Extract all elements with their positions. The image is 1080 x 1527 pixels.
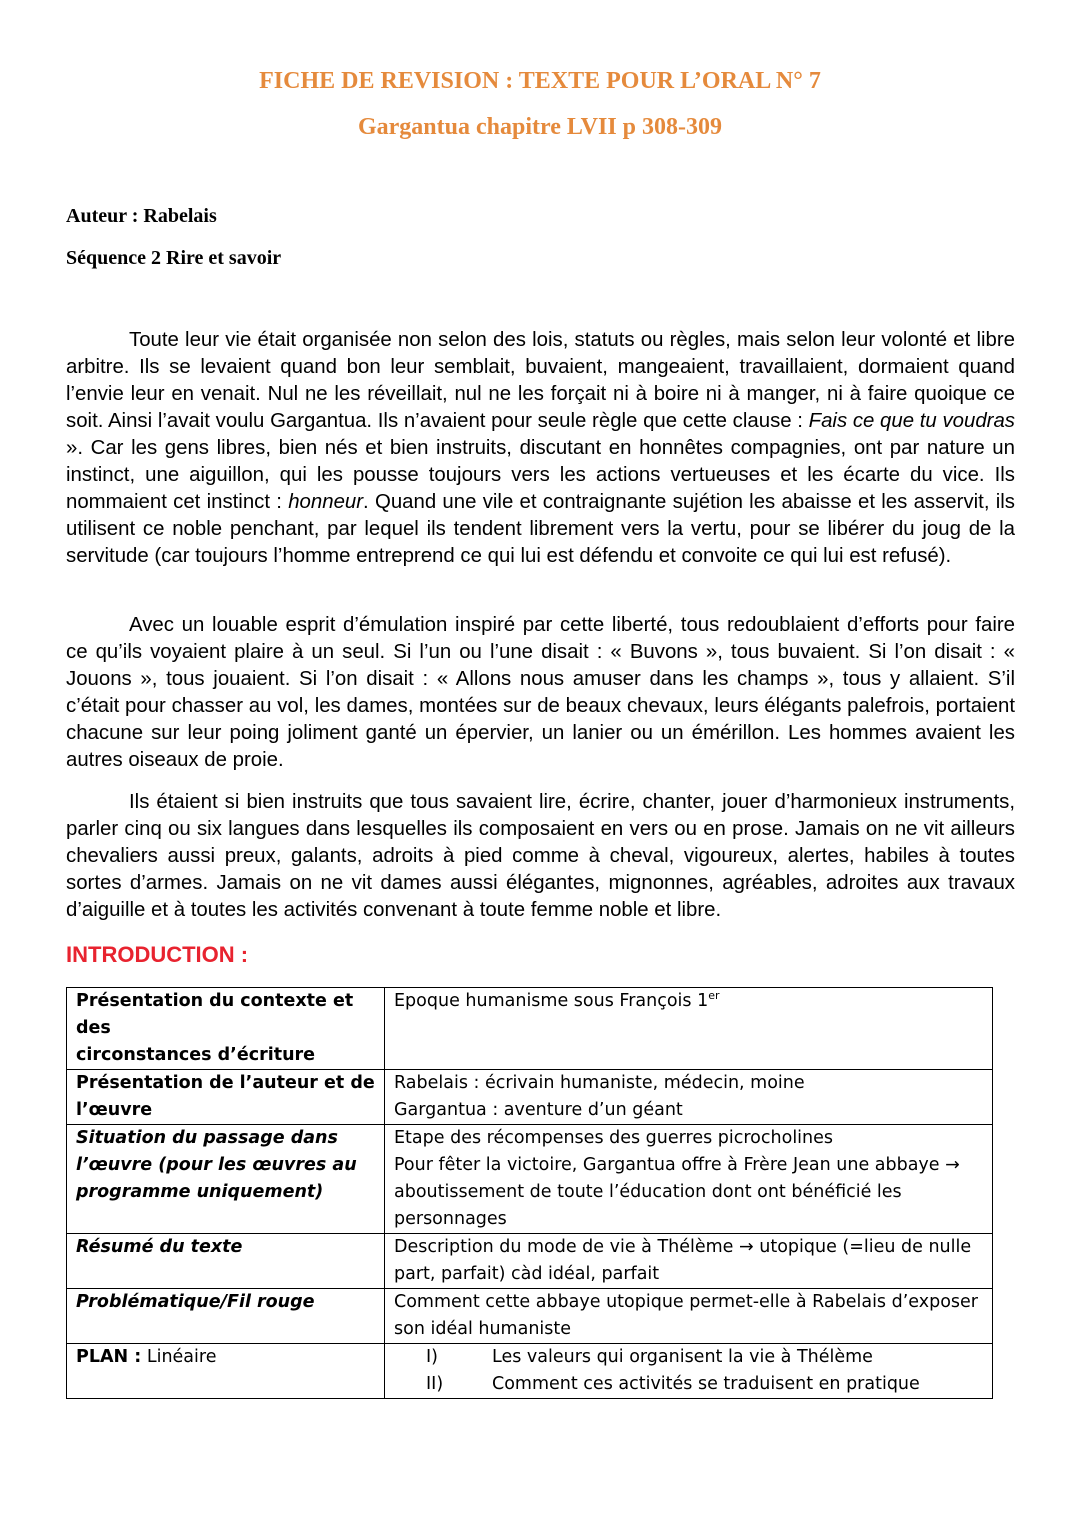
p1-part-c: ». Car les gens libres, bien nés et bien instruits, discutant en honnêtes compagnies, ont par nature un instinct, une aiguillon, qui les pousse toujours vers les actions vertueuses et les écarte du vice. Ils nommaient cet instinct : — [66, 437, 1015, 513]
plan-item — [394, 1371, 983, 1398]
plan-label: PLAN : — [76, 1347, 142, 1367]
text-paragraph-3: Ils étaient si bien instruits que tous savaient lire, écrire, chanter, jouer d’harmonieux instruments, parler cinq ou six langues dans lesquelles ils composaient en vers ou en prose. Jamais on ne vit ailleurs chevaliers aussi preux, galants, adroits à pied comme à cheval, vigoureux, alertes, habiles à toutes sortes d’armes. Jamais on ne vit dames aussi élégantes, mignonnes, agréables, adroites aux travaux d’aiguille et à toutes les activités convenant à toute femme noble et libre. — [66, 791, 1015, 921]
row-value — [385, 1234, 993, 1289]
table-row — [67, 1070, 993, 1125]
row-value — [385, 988, 993, 1070]
value-line: Pour fêter la victoire, Gargantua offre à Frère Jean une abbaye → — [394, 1155, 960, 1175]
label-line: circonstances d’écriture — [76, 1045, 316, 1065]
page-subtitle: Gargantua chapitre LVII p 308-309 — [357, 114, 723, 140]
label-line: Situation du passage dans — [76, 1128, 338, 1148]
introduction-table — [66, 987, 993, 1399]
label-text: Problématique/Fil rouge — [76, 1292, 315, 1312]
table-row — [67, 1344, 993, 1399]
introduction-heading: INTRODUCTION : — [66, 942, 249, 967]
label-line: Présentation du contexte et des — [76, 991, 354, 1038]
row-value — [385, 1070, 993, 1125]
plan-text: Comment ces activités se traduisent en pratique — [492, 1374, 920, 1394]
plan-number: II) — [426, 1374, 444, 1394]
table-row — [67, 1125, 993, 1234]
table-row — [67, 1289, 993, 1344]
value-superscript: er — [708, 989, 720, 1002]
label-line: l’œuvre (pour les œuvres au — [76, 1155, 357, 1175]
label-line: Présentation de l’auteur et de — [76, 1073, 375, 1093]
value-line: personnages — [394, 1209, 507, 1229]
plan-type: Linéaire — [141, 1347, 217, 1367]
p1-keyword: honneur — [288, 491, 364, 513]
row-value — [385, 1289, 993, 1344]
plan-text: Les valeurs qui organisent la vie à Thélème — [492, 1347, 873, 1367]
plan-number: I) — [426, 1347, 438, 1367]
p1-part-e: . Quand une vile et contraignante sujétion les abaisse et les asservit, ils utilisent ce noble penchant, par lequel ils tendent librement vers la vertu, pour se libérer du joug de la servitude (car toujours l’homme entreprend ce qui lui est défendu et convoite ce qui lui est refusé). — [66, 491, 1016, 567]
row-label — [67, 988, 385, 1070]
text-paragraph-1 — [66, 327, 1015, 570]
label-line: l’œuvre — [76, 1100, 153, 1120]
table-row — [67, 988, 993, 1070]
value-line: part, parfait) càd idéal, parfait — [394, 1264, 660, 1284]
p1-part-a: Toute leur vie était organisée non selon des lois, statuts ou règles, mais selon leur volonté et libre arbitre. Ils se levaient quand bon leur semblait, buvaient, mangeaient, travaillaient, dormaient quand l’envie leur en venait. Nul ne les réveillait, nul ne les forçait ni à boire ni à manger, ni à faire quoique ce soit. Ainsi l’avait voulu Gargantua. Ils n’avaient pour seule règle que cette clause : — [66, 329, 1015, 432]
table-row — [67, 1234, 993, 1289]
p1-quote: Fais ce que tu voudras — [808, 410, 1015, 432]
row-value — [385, 1125, 993, 1234]
row-label — [67, 1344, 385, 1399]
value-line: aboutissement de toute l’éducation dont ont bénéficié les — [394, 1182, 902, 1202]
author-line: Auteur : Rabelais — [66, 205, 217, 227]
row-label — [67, 1234, 385, 1289]
label-text: Résumé du texte — [76, 1237, 243, 1257]
text-paragraph-2: Avec un louable esprit d’émulation inspiré par cette liberté, tous redoublaient d’efforts pour faire ce qu’ils voyaient plaire à un seul. Si l’un ou l’une disait : « Buvons », tous buvaient. Si l’on disait : « Jouons », tous jouaient. Si l’on disait : « Allons nous amuser dans les champs », tous y allaient. S’il c’était pour chasser au vol, les dames, montées sur de beaux chevaux, leurs élégants palefrois, portaient chacune sur leur poing joliment ganté un épervier, un lanier ou un émérillon. Les hommes avaient les autres oiseaux de proie. — [66, 614, 1015, 771]
sequence-line: Séquence 2 Rire et savoir — [66, 247, 282, 269]
page-title: FICHE DE REVISION : TEXTE POUR L’ORAL N° 7 — [259, 68, 821, 94]
value-line: son idéal humaniste — [394, 1319, 572, 1339]
row-label — [67, 1289, 385, 1344]
label-line: programme uniquement) — [76, 1182, 324, 1202]
row-label — [67, 1070, 385, 1125]
row-label — [67, 1125, 385, 1234]
value-line: Etape des récompenses des guerres picrocholines — [394, 1128, 834, 1148]
value-line: Description du mode de vie à Thélème → utopique (=lieu de nulle — [394, 1237, 972, 1257]
value-text: Epoque humanisme sous François 1 — [394, 991, 709, 1011]
value-line: Gargantua : aventure d’un géant — [394, 1100, 683, 1120]
value-line: Rabelais : écrivain humaniste, médecin, moine — [394, 1073, 805, 1093]
value-line: Comment cette abbaye utopique permet-elle à Rabelais d’exposer — [394, 1292, 978, 1312]
row-value — [385, 1344, 993, 1399]
plan-item — [394, 1344, 983, 1371]
